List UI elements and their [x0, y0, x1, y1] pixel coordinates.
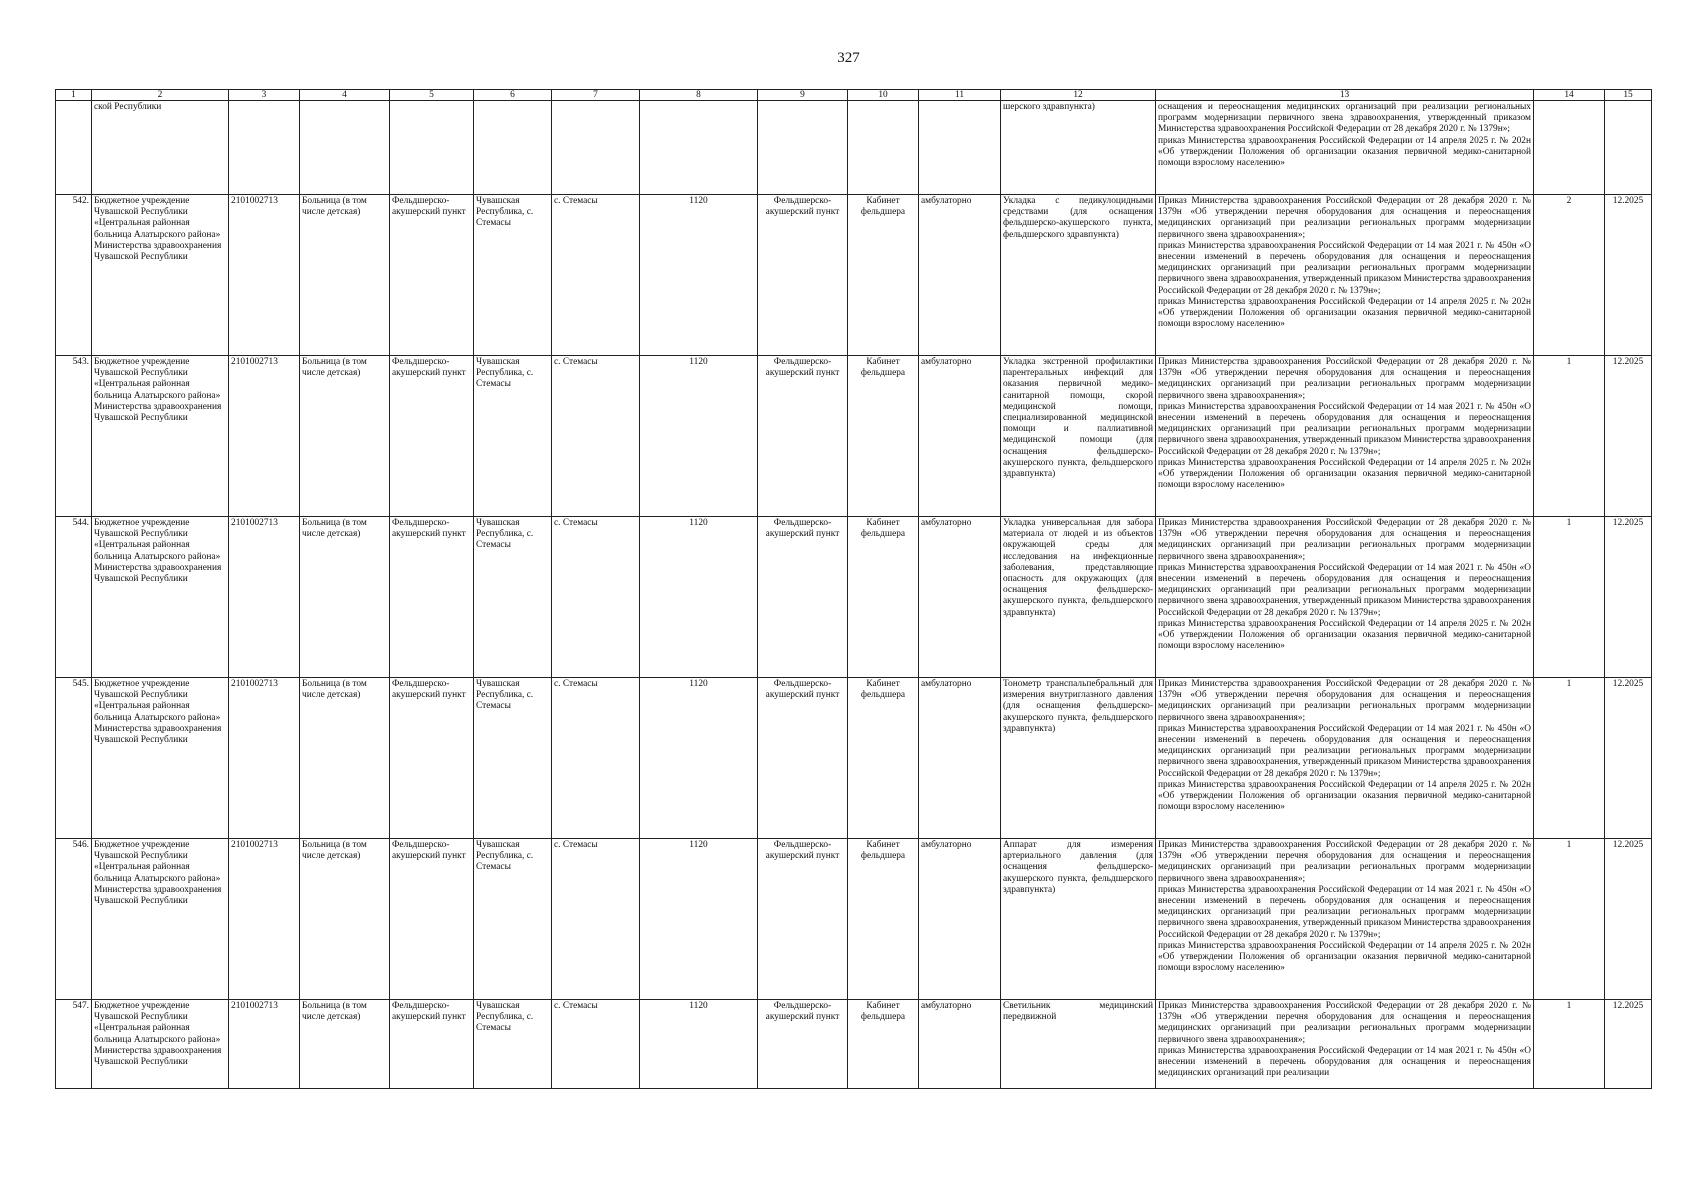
row-number-cell: 542. — [56, 195, 92, 356]
institution-cell: Бюджетное учреждение Чувашской Республики «Центральная районная больница Алатырского района» Министерства здравоохранения Чувашской Республики — [92, 678, 229, 839]
empty-cell — [474, 101, 552, 195]
inn-cell: 2101002713 — [229, 678, 300, 839]
care-type-cell: амбулаторно — [919, 356, 1001, 517]
table-row — [56, 1000, 1652, 1089]
division-cell: Фельдшерско-акушерский пункт — [758, 195, 848, 356]
basis-cell: Приказ Министерства здравоохранения Российской Федерации от 28 декабря 2020 г. № 1379н «Об утверждении перечня оборудования для оснащения и переоснащения медицинских организаций при реализации региональных программ модернизации первичного звена здравоохранения»; приказ Министерства здравоохранения Российской Федерации от 14 мая 2021 г. № 450н «О внесении изменений в перечень оборудования для оснащения и переоснащения медицинских организаций при реализации — [1156, 1000, 1534, 1089]
room-cell: Кабинет фельдшера — [848, 678, 919, 839]
division-cell: Фельдшерско-акушерский пункт — [758, 517, 848, 678]
column-number: 11 — [919, 90, 1001, 101]
date-cell: 12.2025 — [1605, 356, 1652, 517]
address-cell: Чувашская Республика, с. Стемасы — [474, 195, 552, 356]
inn-cell: 2101002713 — [229, 839, 300, 1000]
quantity-cell: 1 — [1534, 1000, 1605, 1089]
room-cell: Кабинет фельдшера — [848, 1000, 919, 1089]
column-number: 7 — [552, 90, 640, 101]
division-cell: Фельдшерско-акушерский пункт — [758, 839, 848, 1000]
inn-cell: 2101002713 — [229, 356, 300, 517]
quantity-cell: 1 — [1534, 678, 1605, 839]
unit-cell: Фельдшерско-акушерский пункт — [390, 678, 474, 839]
empty-cell — [229, 101, 300, 195]
table-row — [56, 678, 1652, 839]
continuation-row — [56, 101, 1652, 195]
table-row — [56, 517, 1652, 678]
row-number-cell: 545. — [56, 678, 92, 839]
column-number: 14 — [1534, 90, 1605, 101]
date-cell: 12.2025 — [1605, 517, 1652, 678]
page-number: 327 — [837, 50, 860, 66]
locality-cell: с. Стемасы — [552, 517, 640, 678]
empty-cell — [919, 101, 1001, 195]
address-cell: Чувашская Республика, с. Стемасы — [474, 839, 552, 1000]
empty-cell — [552, 101, 640, 195]
equipment-cell: Укладка универсальная для забора материала от людей и из объектов окружающей среды для исследования на инфекционные заболевания, представляющие опасность для окружающих (для оснащения фельдшерско-акушерского пункта, фельдшерского здравпункта) — [1001, 517, 1156, 678]
column-number: 1 — [56, 90, 92, 101]
basis-cell: Приказ Министерства здравоохранения Российской Федерации от 28 декабря 2020 г. № 1379н «Об утверждении перечня оборудования для оснащения и переоснащения медицинских организаций при реализации региональных программ модернизации первичного звена здравоохранения»; приказ Министерства здравоохранения Российской Федерации от 14 мая 2021 г. № 450н «О внесении изменений в перечень оборудования для оснащения и переоснащения медицинских организаций при реализации региональных программ модернизации первичного звена здравоохранения, утвержденный приказом Министерства здравоохранения Российской Федерации от 28 декабря 2020 г. № 1379н»; приказ Министерства здравоохранения Российской Федерации от 14 апреля 2025 г. № 202н «Об утверждении Положения об организации оказания первичной медико-санитарной помощи взрослому населению» — [1156, 195, 1534, 356]
basis-cell: Приказ Министерства здравоохранения Российской Федерации от 28 декабря 2020 г. № 1379н «Об утверждении перечня оборудования для оснащения и переоснащения медицинских организаций при реализации региональных программ модернизации первичного звена здравоохранения»; приказ Министерства здравоохранения Российской Федерации от 14 мая 2021 г. № 450н «О внесении изменений в перечень оборудования для оснащения и переоснащения медицинских организаций при реализации региональных программ модернизации первичного звена здравоохранения, утвержденный приказом Министерства здравоохранения Российской Федерации от 28 декабря 2020 г. № 1379н»; приказ Министерства здравоохранения Российской Федерации от 14 апреля 2025 г. № 202н «Об утверждении Положения об организации оказания первичной медико-санитарной помощи взрослому населению» — [1156, 517, 1534, 678]
table-row — [56, 195, 1652, 356]
empty-cell — [300, 101, 390, 195]
column-number-row — [56, 90, 1652, 101]
basis-cell: Приказ Министерства здравоохранения Российской Федерации от 28 декабря 2020 г. № 1379н «Об утверждении перечня оборудования для оснащения и переоснащения медицинских организаций при реализации региональных программ модернизации первичного звена здравоохранения»; приказ Министерства здравоохранения Российской Федерации от 14 мая 2021 г. № 450н «О внесении изменений в перечень оборудования для оснащения и переоснащения медицинских организаций при реализации региональных программ модернизации первичного звена здравоохранения, утвержденный приказом Министерства здравоохранения Российской Федерации от 28 декабря 2020 г. № 1379н»; приказ Министерства здравоохранения Российской Федерации от 14 апреля 2025 г. № 202н «Об утверждении Положения об организации оказания первичной медико-санитарной помощи взрослому населению» — [1156, 356, 1534, 517]
division-cell: Фельдшерско-акушерский пункт — [758, 1000, 848, 1089]
column-number: 13 — [1156, 90, 1534, 101]
quantity-cell: 2 — [1534, 195, 1605, 356]
institution-cell: ской Республики — [92, 101, 229, 195]
basis-cell: Приказ Министерства здравоохранения Российской Федерации от 28 декабря 2020 г. № 1379н «Об утверждении перечня оборудования для оснащения и переоснащения медицинских организаций при реализации региональных программ модернизации первичного звена здравоохранения»; приказ Министерства здравоохранения Российской Федерации от 14 мая 2021 г. № 450н «О внесении изменений в перечень оборудования для оснащения и переоснащения медицинских организаций при реализации региональных программ модернизации первичного звена здравоохранения, утвержденный приказом Министерства здравоохранения Российской Федерации от 28 декабря 2020 г. № 1379н»; приказ Министерства здравоохранения Российской Федерации от 14 апреля 2025 г. № 202н «Об утверждении Положения об организации оказания первичной медико-санитарной помощи взрослому населению» — [1156, 839, 1534, 1000]
empty-cell — [56, 101, 92, 195]
quantity-cell: 1 — [1534, 356, 1605, 517]
equipment-register-table — [55, 89, 1652, 1089]
address-cell: Чувашская Республика, с. Стемасы — [474, 356, 552, 517]
facility-type-cell: Больница (в том числе детская) — [300, 839, 390, 1000]
code-cell: 1120 — [640, 839, 758, 1000]
equipment-cell: Светильник медицинский передвижной — [1001, 1000, 1156, 1089]
facility-type-cell: Больница (в том числе детская) — [300, 517, 390, 678]
column-number: 6 — [474, 90, 552, 101]
equipment-cell: Тонометр транспальпебральный для измерения внутриглазного давления (для оснащения фельдшерско-акушерского пункта, фельдшерского здравпункта) — [1001, 678, 1156, 839]
empty-cell — [758, 101, 848, 195]
facility-type-cell: Больница (в том числе детская) — [300, 678, 390, 839]
room-cell: Кабинет фельдшера — [848, 839, 919, 1000]
care-type-cell: амбулаторно — [919, 517, 1001, 678]
equipment-cell: Укладка с педикулоцидными средствами (для оснащения фельдшерско-акушерского пункта, фельдшерского здравпункта) — [1001, 195, 1156, 356]
equipment-cell: Аппарат для измерения артериального давления (для оснащения фельдшерско-акушерского пункта, фельдшерского здравпункта) — [1001, 839, 1156, 1000]
code-cell: 1120 — [640, 356, 758, 517]
room-cell: Кабинет фельдшера — [848, 517, 919, 678]
row-number-cell: 544. — [56, 517, 92, 678]
date-cell: 12.2025 — [1605, 678, 1652, 839]
basis-cell: Приказ Министерства здравоохранения Российской Федерации от 28 декабря 2020 г. № 1379н «Об утверждении перечня оборудования для оснащения и переоснащения медицинских организаций при реализации региональных программ модернизации первичного звена здравоохранения»; приказ Министерства здравоохранения Российской Федерации от 14 мая 2021 г. № 450н «О внесении изменений в перечень оборудования для оснащения и переоснащения медицинских организаций при реализации региональных программ модернизации первичного звена здравоохранения, утвержденный приказом Министерства здравоохранения Российской Федерации от 28 декабря 2020 г. № 1379н»; приказ Министерства здравоохранения Российской Федерации от 14 апреля 2025 г. № 202н «Об утверждении Положения об организации оказания первичной медико-санитарной помощи взрослому населению» — [1156, 678, 1534, 839]
care-type-cell: амбулаторно — [919, 678, 1001, 839]
column-number: 5 — [390, 90, 474, 101]
room-cell: Кабинет фельдшера — [848, 356, 919, 517]
column-number: 8 — [640, 90, 758, 101]
locality-cell: с. Стемасы — [552, 839, 640, 1000]
care-type-cell: амбулаторно — [919, 839, 1001, 1000]
code-cell: 1120 — [640, 517, 758, 678]
basis-cell: оснащения и переоснащения медицинских организаций при реализации региональных программ модернизации первичного звена здравоохранения, утвержденный приказом Министерства здравоохранения Российской Федерации от 28 декабря 2020 г. № 1379н»; приказ Министерства здравоохранения Российской Федерации от 14 апреля 2025 г. № 202н «Об утверждении Положения об организации оказания первичной медико-санитарной помощи взрослому населению» — [1156, 101, 1534, 195]
inn-cell: 2101002713 — [229, 195, 300, 356]
facility-type-cell: Больница (в том числе детская) — [300, 356, 390, 517]
inn-cell: 2101002713 — [229, 1000, 300, 1089]
code-cell: 1120 — [640, 678, 758, 839]
code-cell: 1120 — [640, 195, 758, 356]
column-number: 10 — [848, 90, 919, 101]
table-row — [56, 356, 1652, 517]
care-type-cell: амбулаторно — [919, 1000, 1001, 1089]
inn-cell: 2101002713 — [229, 517, 300, 678]
address-cell: Чувашская Республика, с. Стемасы — [474, 1000, 552, 1089]
institution-cell: Бюджетное учреждение Чувашской Республики «Центральная районная больница Алатырского района» Министерства здравоохранения Чувашской Республики — [92, 517, 229, 678]
institution-cell: Бюджетное учреждение Чувашской Республики «Центральная районная больница Алатырского района» Министерства здравоохранения Чувашской Республики — [92, 195, 229, 356]
empty-cell — [640, 101, 758, 195]
column-number: 9 — [758, 90, 848, 101]
column-number: 15 — [1605, 90, 1652, 101]
locality-cell: с. Стемасы — [552, 195, 640, 356]
quantity-cell: 1 — [1534, 517, 1605, 678]
date-cell: 12.2025 — [1605, 839, 1652, 1000]
institution-cell: Бюджетное учреждение Чувашской Республики «Центральная районная больница Алатырского района» Министерства здравоохранения Чувашской Республики — [92, 839, 229, 1000]
unit-cell: Фельдшерско-акушерский пункт — [390, 517, 474, 678]
date-cell: 12.2025 — [1605, 195, 1652, 356]
unit-cell: Фельдшерско-акушерский пункт — [390, 839, 474, 1000]
column-number: 4 — [300, 90, 390, 101]
code-cell: 1120 — [640, 1000, 758, 1089]
row-number-cell: 547. — [56, 1000, 92, 1089]
care-type-cell: амбулаторно — [919, 195, 1001, 356]
institution-cell: Бюджетное учреждение Чувашской Республики «Центральная районная больница Алатырского района» Министерства здравоохранения Чувашской Республики — [92, 1000, 229, 1089]
unit-cell: Фельдшерско-акушерский пункт — [390, 356, 474, 517]
equipment-cell: шерского здравпункта) — [1001, 101, 1156, 195]
row-number-cell: 543. — [56, 356, 92, 517]
address-cell: Чувашская Республика, с. Стемасы — [474, 678, 552, 839]
empty-cell — [390, 101, 474, 195]
table-row — [56, 839, 1652, 1000]
unit-cell: Фельдшерско-акушерский пункт — [390, 1000, 474, 1089]
unit-cell: Фельдшерско-акушерский пункт — [390, 195, 474, 356]
room-cell: Кабинет фельдшера — [848, 195, 919, 356]
address-cell: Чувашская Республика, с. Стемасы — [474, 517, 552, 678]
column-number: 2 — [92, 90, 229, 101]
facility-type-cell: Больница (в том числе детская) — [300, 1000, 390, 1089]
empty-cell — [848, 101, 919, 195]
equipment-cell: Укладка экстренной профилактики парентеральных инфекций для оказания первичной медико-санитарной помощи, скорой медицинской помощи, специализированной медицинской помощи и паллиативной медицинской помощи (для оснащения фельдшерско-акушерского пункта, фельдшерского здравпункта) — [1001, 356, 1156, 517]
locality-cell: с. Стемасы — [552, 678, 640, 839]
locality-cell: с. Стемасы — [552, 1000, 640, 1089]
institution-cell: Бюджетное учреждение Чувашской Республики «Центральная районная больница Алатырского района» Министерства здравоохранения Чувашской Республики — [92, 356, 229, 517]
row-number-cell: 546. — [56, 839, 92, 1000]
empty-cell — [1605, 101, 1652, 195]
facility-type-cell: Больница (в том числе детская) — [300, 195, 390, 356]
date-cell: 12.2025 — [1605, 1000, 1652, 1089]
division-cell: Фельдшерско-акушерский пункт — [758, 678, 848, 839]
quantity-cell: 1 — [1534, 839, 1605, 1000]
column-number: 3 — [229, 90, 300, 101]
division-cell: Фельдшерско-акушерский пункт — [758, 356, 848, 517]
column-number: 12 — [1001, 90, 1156, 101]
locality-cell: с. Стемасы — [552, 356, 640, 517]
empty-cell — [1534, 101, 1605, 195]
